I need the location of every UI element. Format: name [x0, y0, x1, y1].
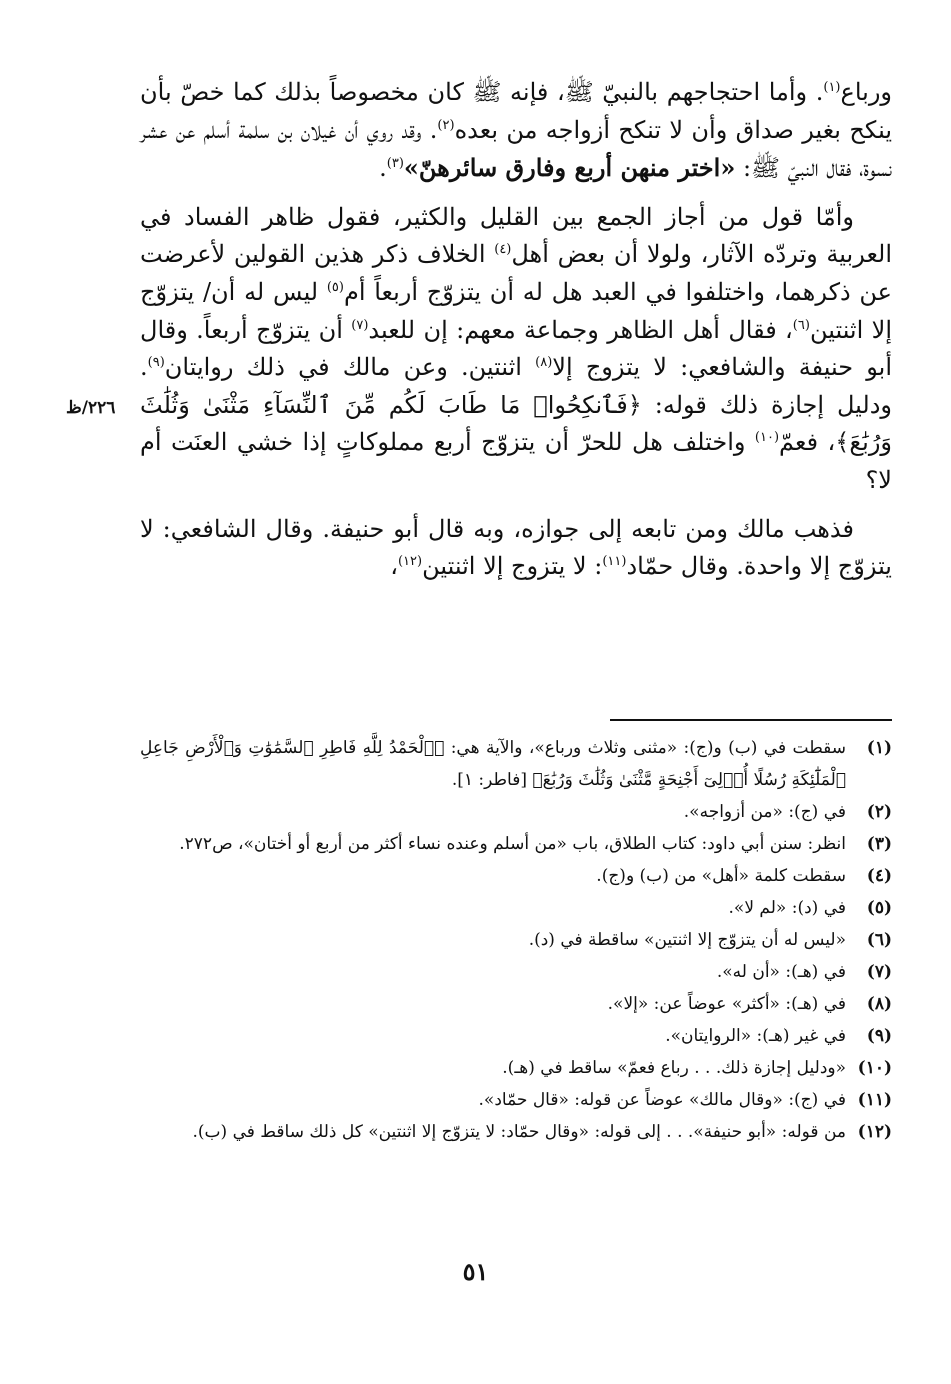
text-run: وأمّا قول من أجاز الجمع بين القليل والكثير، فقول ظاهر الفساد في العربية وتردّه الآثار، ولولا أن بعض أهل: [140, 202, 893, 269]
text-run: اثنتين. وعن مالك في ذلك روايتان: [164, 353, 536, 382]
text-run: ،: [390, 552, 398, 581]
footnote-text: في (ج): «من أزواجه».: [683, 802, 846, 822]
footnote-number: (١٢): [857, 1122, 892, 1142]
text-run: الخلاف ذكر هذين القولين لأعرضت عن ذكرهما، واختلفوا في العبد هل له أن يتزوّج أربعاً أم: [140, 240, 892, 306]
paragraph-3: [140, 511, 892, 586]
footnote-text: «ليس له أن يتزوّج إلا اثنتين» ساقطة في (د).: [528, 930, 846, 950]
paragraph-2: [140, 199, 892, 500]
quran-verse: ﴿فَٱنكِحُوا۟ مَا طَابَ لَكُم مِّنَ ٱلنِّسَآءِ مَثْنَىٰ وَثُلَٰثَ وَرُبَٰعَ﴾: [140, 390, 892, 457]
footnote-text: سقطت كلمة «أهل» من (ب) و(ج).: [596, 866, 846, 886]
text-run: . ودليل إجازة ذلك قوله:: [140, 353, 893, 419]
footnote-text: من قوله: «أبو حنيفة». . . إلى قوله: «وقال حمّاد: لا يتزوّج إلا اثنتين» كل ذلك ساقط في (ب).: [192, 1122, 846, 1142]
paragraph-1: [140, 74, 892, 188]
text-run: ، فقال أهل الظاهر وجماعة معهم: إن للعبد: [368, 315, 793, 344]
footnote-text: في غير (هـ): «الروايتان».: [665, 1026, 846, 1046]
text-run: . وقد روي أن غيلان بن سلمة أسلم عن عشر نسوة، فقال النبيّ ﷺ:: [140, 115, 892, 183]
hadith-quote: «اختر منهن أربع وفارق سائرهنّ»: [403, 153, 736, 183]
footnote-number: (٢): [866, 802, 892, 822]
footnote-ref[interactable]: (١١): [602, 554, 627, 570]
footnote-text: انظر: سنن أبي داود: كتاب الطلاق، باب «من أسلم وعنده نساء أكثر من أربع أو أختان»، ص٢٧٢.: [179, 834, 846, 854]
footnote-item: [140, 1116, 892, 1148]
footnote-ref[interactable]: (٤): [494, 242, 512, 258]
footnote-ref[interactable]: (٧): [351, 317, 369, 333]
footnote-number: (٩): [866, 1026, 892, 1046]
footnote-number: (٤): [866, 866, 892, 886]
footnote-item: [140, 924, 892, 956]
footnote-ref[interactable]: (١٢): [397, 554, 423, 570]
footnote-number: (١): [866, 738, 892, 758]
footnote-text: في (هـ): «أن له».: [716, 962, 846, 982]
footnote-item: [140, 732, 892, 796]
footnote-item: [140, 1020, 892, 1052]
text-run: : لا يتزوج إلا اثنتين: [422, 552, 603, 581]
footnote-text: في (د): «لم لا».: [728, 898, 846, 918]
footnote-item: [140, 860, 892, 892]
manuscript-folio-marker: ٢٢٦/ظ: [66, 398, 116, 418]
footnote-number: (٥): [866, 898, 892, 918]
page-number: ٥١: [462, 1257, 489, 1286]
footnote-item: [140, 1052, 892, 1084]
footnote-divider: [610, 719, 892, 721]
footnote-ref[interactable]: (٨): [535, 355, 553, 371]
footnote-number: (٣): [866, 834, 892, 854]
text-run: واختلف هل للحرّ أن يتزوّج أربع مملوكاتٍ إذا خشي العنَت أم لا؟: [140, 428, 892, 494]
footnote-ref[interactable]: (٢): [437, 117, 455, 133]
footnote-ref[interactable]: (١٠): [754, 430, 780, 446]
footnote-item: [140, 1084, 892, 1116]
footnote-item: [140, 988, 892, 1020]
text-run: ليس له أن/ يتزوّج إلا اثنتين: [140, 277, 893, 344]
text-run: فذهب مالك ومن تابعه إلى جوازه، وبه قال أبو حنيفة. وقال الشافعي: لا يتزوّج إلا واحدة. وقال حمّاد: [140, 514, 892, 581]
footnote-number: (٧): [866, 962, 892, 982]
footnote-text: سقطت في (ب) و(ج): «مثنى وثلاث ورباع»، والآية هي: ﴿ٱلْحَمْدُ لِلَّهِ فَاطِرِ ٱلسَّمَٰوَٰتِ وَٱلْأَرْضِ جَاعِلِ ٱلْمَلَٰٓئِكَةِ رُسُلًا أُو۟لِىٓ أَجْنِحَةٍ مَّثْنَىٰ وَثُلَٰثَ وَرُبَٰعَ﴾ [فاطر: ١].: [140, 738, 846, 790]
footnote-text: «ودليل إجازة ذلك. . . رباع فعمّ» ساقط في (هـ).: [502, 1058, 846, 1078]
footnotes-section: [140, 732, 892, 1148]
footnote-ref[interactable]: (٦): [792, 317, 810, 333]
footnote-item: [140, 796, 892, 828]
text-run: ورباع: [840, 78, 892, 106]
footnote-ref[interactable]: (٥): [326, 279, 344, 295]
footnote-number: (٦): [866, 930, 892, 950]
footnote-number: (٨): [866, 994, 892, 1014]
footnote-ref[interactable]: (٩): [147, 355, 165, 371]
main-text: [140, 74, 892, 586]
text-run: . وأما احتجاجهم بالنبيّ ﷺ، فإنه ﷺ كان مخصوصاً بذلك كما خصّ بأن ينكح بغير صداق وأن لا تنكح أزواجه من بعده: [140, 78, 892, 144]
footnote-ref[interactable]: (٣): [386, 156, 404, 172]
text-run: أن يتزوّج أربعاً. وقال أبو حنيفة والشافعي: لا يتزوج إلا: [140, 315, 892, 382]
footnote-number: (١٠): [857, 1058, 892, 1078]
footnote-item: [140, 892, 892, 924]
footnote-ref[interactable]: (١): [823, 80, 841, 95]
text-run: ، فعمّ: [779, 428, 836, 457]
footnote-item: [140, 956, 892, 988]
footnote-number: (١١): [857, 1090, 892, 1110]
text-run: .: [379, 154, 387, 183]
footnote-text: في (ج): «وقال مالك» عوضاً عن قوله: «قال حمّاد».: [478, 1090, 846, 1110]
footnote-item: [140, 828, 892, 860]
footnote-text: في (هـ): «أكثر» عوضاً عن: «إلا».: [607, 994, 846, 1014]
